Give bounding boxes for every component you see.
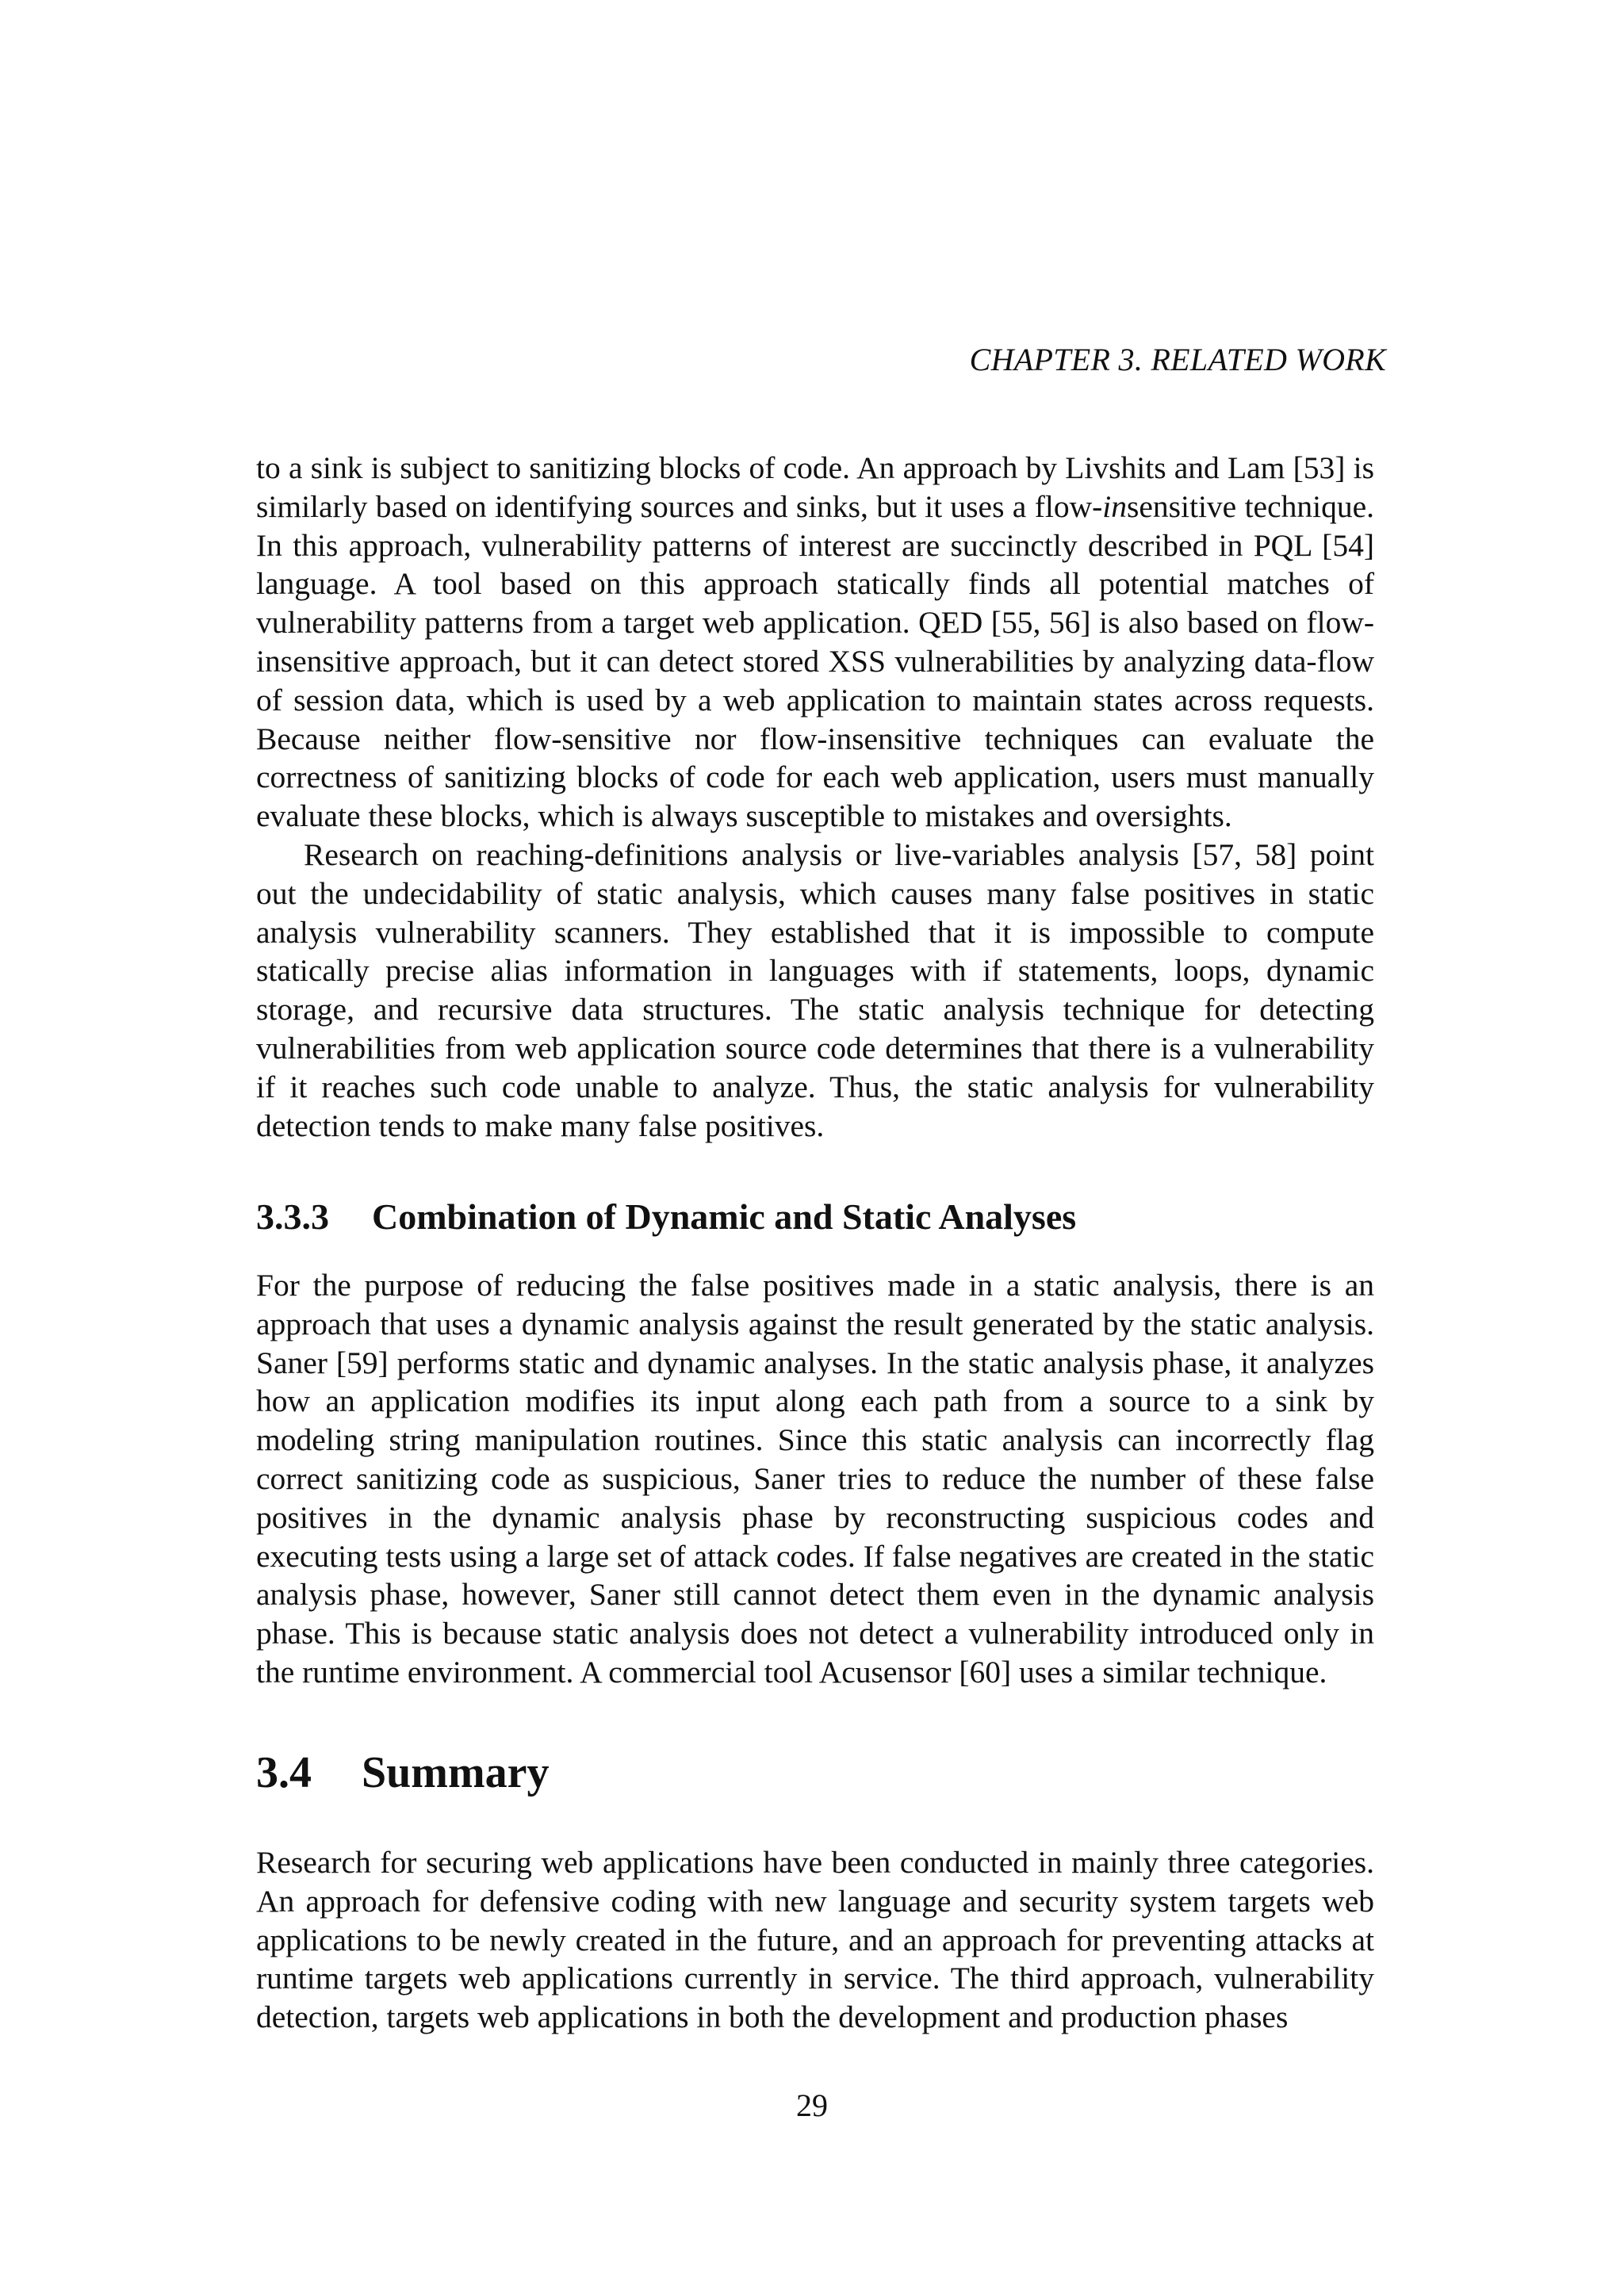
section-heading	[256, 1747, 549, 1798]
paragraph-text: Research for securing web applications have been conducted in mainly three categories. An approach for defensive coding with new language and security system targets web applications to be newly created in the future, and an approach for preventing attacks at runtime targets web applications currently in service. The third approach, vulnerability detection, targets web applications in both the development and production phases	[256, 1845, 1374, 2035]
paragraph-livshits-lam	[256, 449, 1374, 836]
subsection-title: Combination of Dynamic and Static Analyses	[372, 1196, 1077, 1237]
page-number: 29	[796, 2087, 828, 2123]
paragraph-text	[256, 449, 1374, 836]
section-number: 3.4	[256, 1748, 312, 1797]
subsection-number: 3.3.3	[256, 1196, 329, 1237]
paragraph-text: Research on reaching-definitions analysis or live-variables analysis [57, 58] point out the undecidability of static analysis, which causes many false positives in static analysis vulnerability scanners. They established that it is impossible to compute statically precise alias information in languages with if statements, loops, dynamic storage, and recursive data structures. The static analysis technique for detecting vulnerabilities from web application source code determines that there is a vulnerability if it reaches such code unable to analyze. Thus, the static analysis for vulnerability detection tends to make many false positives.	[256, 837, 1374, 1143]
paragraph-summary	[256, 1843, 1374, 2037]
paragraph-reaching-definitions	[256, 836, 1374, 1145]
subsection-heading	[256, 1196, 1076, 1238]
paragraph-text-segment: to a sink is subject to sanitizing blocks of code. An approach by Livshits and Lam [53] is similarly based on identifying sources and sinks, but it uses a flow-	[256, 450, 1374, 524]
section-title: Summary	[362, 1748, 550, 1797]
paragraph-text: For the purpose of reducing the false positives made in a static analysis, there is an approach that uses a dynamic analysis against the result generated by the static analysis. Saner [59] performs static and dynamic analyses. In the static analysis phase, it analyzes how an application modifies its input along each path from a source to a sink by modeling string manipulation routines. Since this static analysis can incorrectly flag correct sanitizing code as suspicious, Saner tries to reduce the number of these false positives in the dynamic analysis phase by reconstructing suspicious codes and executing tests using a large set of attack codes. If false negatives are created in the static analysis phase, however, Saner still cannot detect them even in the dynamic analysis phase. This is because static analysis does not detect a vulnerability introduced only in the runtime environment. A commercial tool Acusensor [60] uses a similar technique.	[256, 1268, 1374, 1689]
italic-emphasis: in	[1102, 488, 1127, 524]
running-header: CHAPTER 3. RELATED WORK	[969, 342, 1386, 377]
paragraph-saner	[256, 1266, 1374, 1692]
paragraph-text-segment: sensitive technique. In this approach, vulnerability patterns of interest are succinctly described in PQL [54] language. A tool based on this approach statically finds all potential matches of vulnerability patterns from a target web application. QED [55, 56] is also based on flow-insensitive approach, but it can detect stored XSS vulnerabilities by analyzing data-flow of session data, which is used by a web application to maintain states across requests. Because neither flow-sensitive nor flow-insensitive techniques can evaluate the correctness of sanitizing blocks of code for each web application, users must manually evaluate these blocks, which is always susceptible to mistakes and oversights.	[256, 488, 1374, 834]
